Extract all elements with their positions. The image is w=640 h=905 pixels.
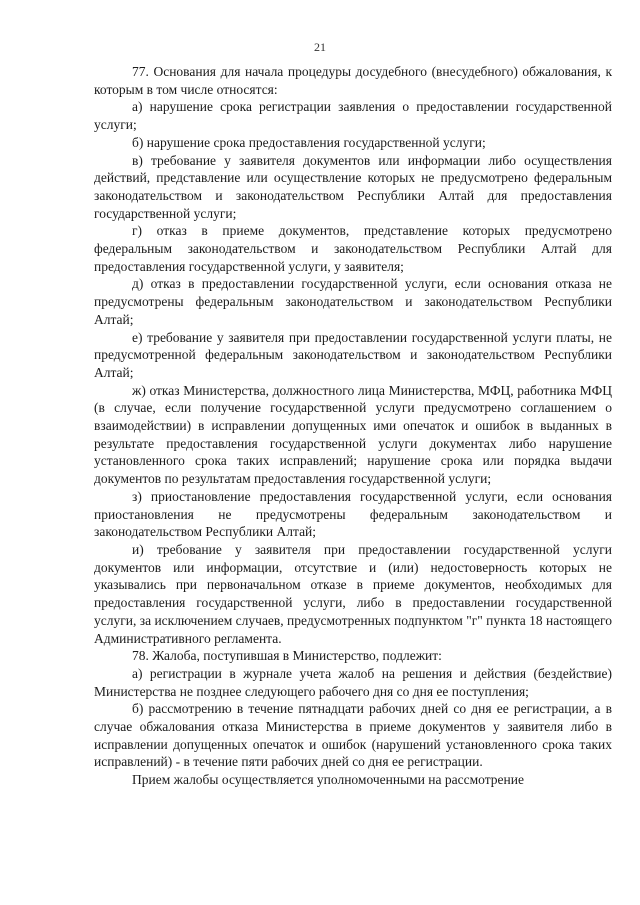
- list-item-zh: ж) отказ Министерства, должностного лица Министерства, МФЦ, работника МФЦ (в случае, если получение государственной услуги предусмотрено соглашением о взаимодействии) в исправлении допущенных ими опечаток и ошибок в выданных в результате предоставления государственной услуги документах либо нарушение установленного срока таких исправлений; нарушение срока или порядка выдачи документов по результатам предоставления государственной услуги;: [94, 382, 612, 487]
- list-item-78-a: а) регистрации в журнале учета жалоб на решения и действия (бездействие) Министерства не позднее следующего рабочего дня со дня ее поступления;: [94, 665, 612, 699]
- page-number: 21: [314, 40, 326, 54]
- list-item-i: и) требование у заявителя при предоставлении государственной услуги документов или информации, отсутствие и (или) недостоверность которых не указывались при первоначальном отказе в приеме документов, необходимых для предоставления государственной услуги, либо в предоставлении государственной услуги, за исключением случаев, предусмотренных подпунктом "г" пункта 18 настоящего Административного регламента.: [94, 541, 612, 646]
- document-body: [94, 63, 612, 789]
- list-item-b: б) нарушение срока предоставления государственной услуги;: [132, 134, 486, 150]
- paragraph-77-intro: 77. Основания для начала процедуры досудебного (внесудебного) обжалования, к которым в том числе относятся:: [94, 64, 612, 97]
- list-item-d: д) отказ в предоставлении государственной услуги, если основания отказа не предусмотрены федеральным законодательством и законодательством Республики Алтай;: [94, 276, 612, 327]
- list-item-g: г) отказ в приеме документов, представление которых предусмотрено федеральным законодательством и законодательством Республики Алтай для предоставления государственной услуги, у заявителя;: [94, 223, 612, 274]
- list-item-v: в) требование у заявителя документов или информации либо осуществления действий, представление или осуществление которых не предусмотрено федеральным законодательством и законодательством Республики Алтай для предоставления государственной услуги;: [94, 152, 612, 221]
- list-item-z: з) приостановление предоставления государственной услуги, если основания приостановления не предусмотрены федеральным законодательством и законодательством Республики Алтай;: [94, 488, 612, 540]
- paragraph-78-intro: 78. Жалоба, поступившая в Министерство, подлежит:: [132, 648, 442, 664]
- list-item-78-b: б) рассмотрению в течение пятнадцати рабочих дней со дня ее регистрации, а в случае обжалования отказа Министерства в приеме документов у заявителя либо в исправлении допущенных опечаток и ошибок (нарушений установленного срока таких исправлений) - в течение пяти рабочих дней со дня ее регистрации.: [94, 701, 612, 770]
- list-item-e: е) требование у заявителя при предоставлении государственной услуги платы, не предусмотренной федеральным законодательством и законодательством Республики Алтай;: [94, 329, 612, 380]
- list-item-a: а) нарушение срока регистрации заявления о предоставлении государственной услуги;: [94, 99, 612, 133]
- paragraph-complaint-reception: Прием жалобы осуществляется уполномоченными на рассмотрение: [132, 772, 524, 788]
